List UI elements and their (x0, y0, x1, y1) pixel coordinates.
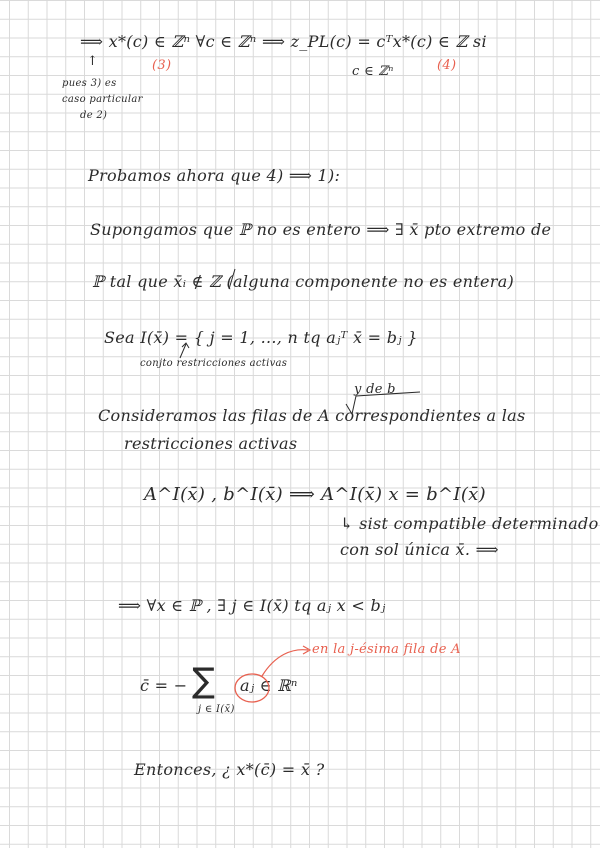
line-condition: c ∈ ℤⁿ (352, 64, 394, 79)
line-consideramos: Consideramos las filas de A correspondientes a las (98, 406, 526, 425)
fila-annotation-arrow (262, 646, 310, 676)
line-con-sol: con sol única x̄. ⟹ (340, 540, 499, 559)
line-a-b-system: A^I(x̄) , b^I(x̄) ⟹ A^I(x̄) x = b^I(x̄) (144, 484, 486, 505)
line-entonces: Entonces, ¿ x*(c̄) = x̄ ? (134, 760, 325, 779)
line-sist: ↳ sist compatible determinado (340, 514, 599, 533)
line-conjto: conjto restricciones activas (140, 358, 288, 369)
line-y-de-b: y de b (354, 382, 396, 397)
line-c-eq-right: aⱼ ∈ ℝⁿ (240, 676, 298, 695)
sigma-subscript: j ∈ I(x̄) (198, 704, 235, 715)
line-implication-integer: ⟹ x*(c) ∈ ℤⁿ ∀c ∈ ℤⁿ ⟹ z_PL(c) = cᵀx*(c) ∈ ℤ si (80, 32, 487, 51)
note-line-1: pues 3) es (62, 78, 117, 89)
line-sea: Sea I(x̄) = { j = 1, ..., n tq aⱼᵀ x̄ = bⱼ } (104, 328, 418, 347)
label-ref-3: (3) (152, 58, 172, 73)
note-fila: en la j-ésima fila de A (312, 642, 461, 657)
line-restricciones: restricciones activas (124, 434, 298, 453)
note-line-2: caso particular (62, 94, 143, 105)
note-line-3: de 2) (80, 110, 108, 121)
line-tal-que: ℙ tal que x̄ᵢ ∉ ℤ (alguna componente no es entera) (92, 272, 515, 291)
sigma-symbol: ∑ (192, 661, 216, 701)
line-c-eq-left: c̄ = − (140, 676, 188, 695)
line-probamos: Probamos ahora que 4) ⟹ 1): (88, 166, 341, 185)
up-arrow-icon: ↑ (87, 54, 99, 69)
label-ref-4: (4) (437, 58, 457, 73)
line-forall: ⟹ ∀x ∈ ℙ , ∃ j ∈ I(x̄) tq aⱼ x < bⱼ (118, 596, 386, 615)
line-supongamos: Supongamos que ℙ no es entero ⟹ ∃ x̄ pto extremo de (90, 220, 552, 239)
